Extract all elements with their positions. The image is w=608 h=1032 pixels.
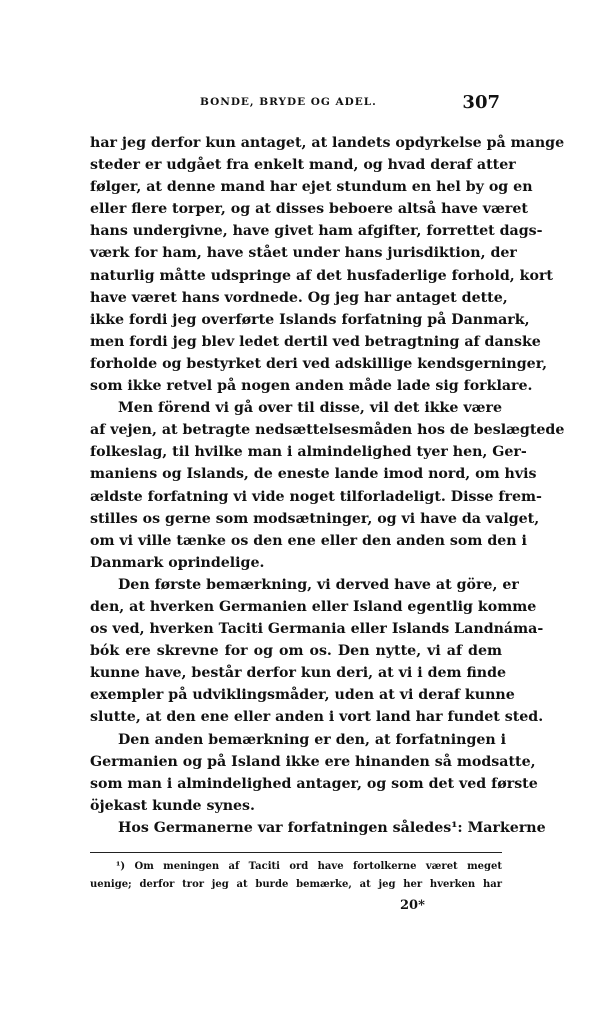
text-line: den, at hverken Germanien eller Island egentlig komme: [90, 598, 537, 615]
footnote-line: ¹) Om meningen af Taciti ord have fortolkerne været meget: [116, 861, 502, 872]
footnotes: [90, 858, 502, 894]
signature-mark: 20*: [400, 898, 425, 913]
text-line: hans undergivne, have givet ham afgifter, forrettet dags-: [90, 223, 543, 240]
footnote-line: uenige; derfor tror jeg at burde bemærke, at jeg her hverken har: [90, 879, 502, 890]
text-line: af vejen, at betragte nedsættelsesmåden hos de beslægtede: [90, 422, 565, 439]
text-line: naturlig måtte udspringe af det husfaderlige forhold, kort: [90, 267, 553, 284]
text-line: har jeg derfor kun antaget, at landets opdyrkelse på mange: [90, 135, 565, 151]
text-line: Den første bemærkning, vi derved have at göre, er: [118, 576, 519, 593]
page-number: 307: [462, 92, 500, 113]
text-line: eller flere torper, og at disses beboere altså have været: [90, 201, 528, 218]
footnote-rule: [90, 852, 502, 853]
text-line: forholde og bestyrket deri ved adskillige kendsgerninger,: [90, 355, 548, 372]
text-line: ikke fordi jeg overførte Islands forfatning på Danmark,: [90, 311, 530, 328]
text-line: folkeslag, til hvilke man i almindelighed tyer hen, Ger-: [90, 444, 527, 461]
running-title: BONDE, BRYDE OG ADEL.: [200, 96, 377, 108]
text-line: værk for ham, have stået under hans jurisdiktion, der: [90, 245, 517, 262]
text-line: Germanien og på Island ikke ere hinanden så modsatte,: [90, 753, 536, 770]
page-header: [90, 92, 500, 116]
text-line: kunne have, består derfor kun deri, at vi i dem finde: [90, 665, 507, 682]
text-line: stilles os gerne som modsætninger, og vi have da valget,: [90, 510, 540, 527]
text-line: slutte, at den ene eller anden i vort land har fundet sted.: [90, 709, 544, 726]
text-line: steder er udgået fra enkelt mand, og hvad deraf atter: [90, 157, 516, 174]
text-line: Danmark oprindelige.: [90, 554, 265, 571]
text-line: maniens og Islands, de eneste lande imod nord, om hvis: [90, 466, 537, 483]
text-line: exempler på udviklingsmåder, uden at vi deraf kunne: [90, 687, 515, 704]
text-line: bók ere skrevne for og om os. Den nytte, vi af dem: [90, 643, 502, 660]
text-line: som man i almindelighed antager, og som det ved første: [90, 775, 538, 792]
text-line: os ved, hverken Taciti Germania eller Islands Landnáma-: [90, 621, 544, 638]
text-line: om vi ville tænke os den ene eller den anden som den i: [90, 532, 527, 549]
text-line: følger, at denne mand har ejet stundum en hel by og en: [90, 179, 533, 196]
text-line: Den anden bemærkning er den, at forfatningen i: [118, 731, 507, 748]
text-line: ældste forfatning vi vide noget tilforladeligt. Disse frem-: [90, 488, 542, 505]
text-line: have været hans vordnede. Og jeg har antaget dette,: [90, 289, 508, 306]
text-line: men fordi jeg blev ledet dertil ved betragtning af danske: [90, 333, 541, 350]
body-text: [90, 132, 565, 839]
text-line: som ikke retvel på nogen anden måde lade sig forklare.: [90, 378, 533, 395]
text-line: Hos Germanerne var forfatningen således¹: Markerne: [118, 819, 546, 836]
text-line: Men förend vi gå over til disse, vil det ikke være: [118, 400, 502, 417]
text-line: öjekast kunde synes.: [90, 797, 255, 814]
